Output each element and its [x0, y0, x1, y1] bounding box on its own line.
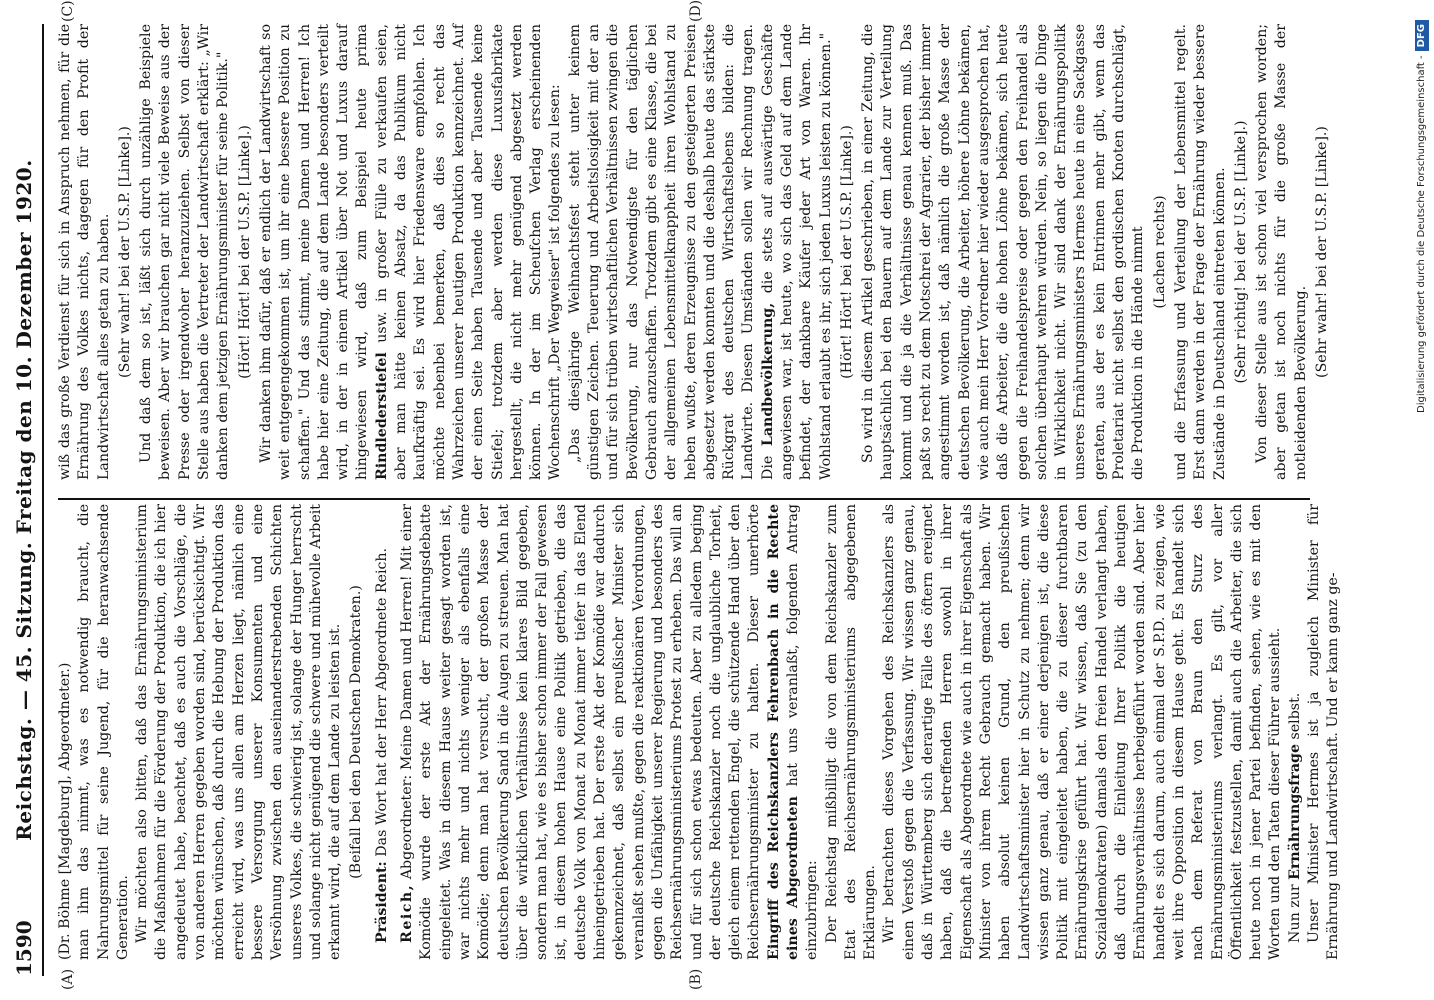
paragraph: und die Erfassung und Verteilung der Lebensmittel regelt. Erst dann werden in der Frage der Ernährung wieder bessere Zustände in Deutschland eintreten können.: [1172, 24, 1228, 480]
paragraph-text: usw. in großer Fülle zu verkaufen seien, aber man hätte keinen Absatz, da das Publikum nicht kaufkräftig sei. Es wird hier Friedensware empfohlen. Ich möchte nebenbei bemerken, daß dies so recht das Wahrzeichen unserer heutigen Produktion kennzeichnet. Auf der einen Seite haben Tausende und aber Tausende keine Stiefel; trotzdem aber werden diese Luxusfabrikate hergestellt, die nicht mehr genügend abgesetzt werden können. In der im Scheufchen Verlag erscheinenden Wochenschrift „Der Wegweiser" ist folgendes zu lesen:: [373, 24, 564, 480]
speaker-paragraph: [398, 504, 823, 960]
running-head: Reichstag. — 45. Sitzung. Freitag den 10. Dezember 1920.: [12, 159, 36, 841]
emphasis: Eingriff des Reichskanzlers Fehrenbach in die Rechte eines Abgeordneten: [765, 504, 801, 960]
speaker-note: (Dr. Böhme [Magdeburg], Abgeordneter.): [57, 662, 73, 960]
paragraph: Unser Minister Hermes ist ja zugleich Minister für Ernährung und Landwirtschaft. Und er kann ganz ge-: [1306, 504, 1342, 960]
emphasis: Rindlederstiefel: [373, 352, 390, 480]
digitization-note: Digitalisierung gefördert durch die Deutsche Forschungsgemeinschaft -: [1416, 55, 1427, 413]
paragraph: [257, 24, 566, 480]
speaker-name: Reich,: [399, 883, 416, 943]
dfg-logo: DFG: [1415, 20, 1429, 51]
footer-text-row: [1411, 20, 1433, 780]
paragraph: Wir möchten also bitten, daß das Ernährungsministerium die Maßnahmen für die Förderung der Produktion, die ich hier angedeutet habe, beachtet, daß es auch die Vorschläge, die von anderen Herren gegeben worden sind, berücksichtigt. Wir möchten wünschen, daß durch die Hebung der Produktion das erreicht wird, was uns allen am Herzen liegt, nämlich eine bessere Versorgung unserer Konsumenten und eine Versöhnung zwischen den auseinanderstrebenden Schichten unseres Volkes, die schwierig ist, solange der Hunger herrscht und solange nicht genügend die schwere und mühevolle Arbeit erkannt wird, die auf dem Lande zu leisten ist.: [134, 504, 344, 960]
page-header: [6, 24, 46, 976]
interjection: (Sehr wahr! bei der U.S.P. [Linke].): [116, 126, 133, 378]
page-number: 1590: [12, 920, 36, 976]
paragraph-text: selbst.: [1286, 692, 1303, 740]
paragraph-text: hat uns veranlaßt, folgenden Antrag einzubringen:: [784, 504, 821, 960]
column-divider: [58, 498, 1310, 500]
margin-marker-a: (A): [60, 968, 76, 990]
margin-marker-d: (D): [688, 0, 704, 22]
interjection: (Sehr wahr! bei der U.S.P. [Linke].): [1314, 126, 1330, 378]
paragraph: Und daß dem so ist, läßt sich durch unzählige Beispiele beweisen. Aber wir brauchen gar nicht viele Beweise aus der Presse oder irgendwoher heranzuziehen. Selbst von dieser Stelle aus haben die Vertreter der Landwirtschaft erklärt: „Wir danken dem jetzigen Ernährungsminister für seine Politik.": [138, 24, 232, 480]
paragraph: man ihm das nimmt, was es notwendig braucht, die Nahrungsmittel für seine Jugend, für die heranwachsende Generation.: [76, 504, 131, 960]
emphasis: Ernährungsfrage: [1286, 744, 1303, 880]
paragraph-text: Abgeordneter: Meine Damen und Herren! Mit einer Komödie wurde der erste Akt der Ernährungsdebatte eingeleitet. Was in diesem Hause weiter gesagt worden ist, war nichts mehr und nichts weniger als ebenfalls eine Komödie; denn man hat versucht, der großen Masse der deutschen Bevölkerung Sand in die Augen zu streuen. Man hat über die wirklichen Verhältnisse kein klares Bild gegeben, sondern man hat, wie es bisher schon immer der Fall gewesen ist, in diesem hohen Hause eine Politik getrieben, die das deutsche Volk von Monat zu Monat immer tiefer in das Elend hineingetrieben hat. Der erste Akt der Komödie war dadurch gekennzeichnet, daß selbst ein preußischer Minister sich veranlaßt sehen mußte, gegen die reaktionären Verordnungen, gegen die Unfähigkeit unserer Regierung und besonders des Reichsernährungsministeriums Protest zu erheben. Das will an und für sich schon etwas bedeuten. Aber zu alledem beging der deutsche Reichskanzler noch die unglaubliche Torheit, gleich einem rettenden Engel, die schützende Hand über den Reichsernährungsminister zu halten. Dieser unerhörte: [399, 504, 763, 960]
paragraph-text: Wir danken ihm dafür, daß er endlich der Landwirtschaft so weit entgegengekommen ist, um ihr eine bessere Position zu schaffen." Und das stimmt, meine Damen und Herren! Ich habe hier eine Zeitung, die auf dem Lande besonders verteilt wird, in der in einem Artikel über Not und Luxus darauf hingewiesen wird, daß zum Beispiel heute prima: [257, 24, 371, 480]
paragraph: Von dieser Stelle aus ist schon viel versprochen worden; aber getan ist noch nichts für die große Masse der notleidenden Bevölkerung.: [1254, 24, 1309, 480]
digitization-footer: [1409, 20, 1431, 780]
margin-marker-c: (C): [60, 0, 76, 22]
paragraph: wiß das große Verdienst für sich in Anspruch nehmen, für die Ernährung des Volkes nichts, dagegen für den Profit der Landwirtschaft alles getan zu haben.: [57, 24, 112, 480]
header-rule: [42, 24, 44, 976]
paragraph: Wir betrachten dieses Vorgehen des Reichskanzlers als einen Verstoß gegen die Verfassung. Wir wissen ganz genau, daß in Württemberg sich derartige Fälle des öftern ereignet haben, daß die betreffenden Herren sowohl in ihrer Eigenschaft als Abgeordnete wie auch in ihrer Eigenschaft als Minister von ihrem Recht Gebrauch gemacht haben. Wir haben absolut keinen Grund, den preußischen Landwirtschaftsminister hier in Schutz zu nehmen; denn wir wissen ganz genau, daß er einer derjenigen ist, die diese Politik mit eingeleitet haben, die zu dieser furchtbaren Ernährungskrise geführt hat. Wir wissen, daß Sie (zu den Sozialdemokraten) damals den freien Handel verlangt haben, daß durch die Einleitung Ihrer Politik die heutigen Ernährungsverhältnisse herbeigeführt worden sind. Aber hier handelt es sich darum, auch einmal der S.P.D. zu zeigen, wie weit ihre Opposition in diesem Hause geht. Es handelt sich nach dem Referat von Braun den Sturz des Ernährungsministeriums verlangt. Es gilt, vor aller Öffentlichkeit festzustellen, damit auch die Arbeiter, die sich heute noch in jener Partei befinden, sehen, wie es mit den Worten und den Taten dieser Führer aussieht.: [881, 504, 1284, 960]
paragraph-text: Nun zur: [1286, 884, 1303, 943]
quotation-text: die stets auf auswärtige Geschäfte angewiesen war, ist heute, wo sich das Geld auf dem Lande befindet, der dankbare Käufer jeder Art von Waren. Ihr Wohlstand erlaubt es ihr, sich jeden Luxus leisten zu können.": [759, 23, 834, 480]
interjection: (Hört! Hört! bei der U.S.P. [Linke].): [236, 125, 253, 379]
motion-text: Der Reichstag mißbilligt die von dem Reichskanzler zum Etat des Reichsernährungsministeriums abgegebenen Erklärungen.: [823, 504, 879, 960]
quotation: [566, 24, 836, 480]
paragraph: So wird in diesem Artikel geschrieben, in einer Zeitung, die hauptsächlich bei den Bauern auf dem Lande zur Verteilung kommt und die ja die Verhältnisse genau kennen muß. Das paßt so recht zu dem Notschrei der Agrarier, der bisher immer angestimmt worden ist, daß nämlich die große Masse der deutschen Bevölkerung, die Arbeiter, höhere Löhne bekämen, wie auch mein Herr Vorredner hier wieder ausgesprochen hat, daß die Arbeiter, die die hohen Löhne bekämen, sich heute gegen die Freihandelspreise oder gegen den Freihandel als solchen überhaupt wehren würden. Nein, so liegen die Dinge in Wirklichkeit nicht. Wir sind dank der Ernährungspolitik unseres Ernährungsministers Hermes heute in eine Sackgasse geraten, aus der es kein Entrinnen mehr gibt, wenn das Proletariat nicht selbst den gordischen Knoten durchschlägt, die Produktion in die Hände nimmt: [860, 24, 1147, 480]
interjection: (Lachen rechts): [1151, 195, 1168, 309]
interjection: (Sehr richtig! bei der U.S.P. [Linke].): [1232, 120, 1249, 384]
quotation-text: „Das diesjährige Weihnachtsfest steht unter keinem günstigen Zeichen. Teuerung und Arbeitslosigkeit mit der an und für sich trüben wirtschaftlichen Verhältnissen zwingen die Bevölkerung, nur das Notwendigste für den täglichen Gebrauch anzuschaffen. Trotzdem gibt es eine Klasse, die bei der allgemeinen Lebensmittelknappheit ihren Wohlstand zu heben wußte, deren Erzeugnisse zu den gesteigerten Preisen abgesetzt werden konnten und die deshalb heute das stärkste Rückgrat des deutschen Wirtschaftslebens bilden: die Landwirte. Diesen Umständen sollen wir Rechnung tragen. Die: [566, 24, 776, 480]
paragraph: [1286, 504, 1305, 960]
left-column: [56, 504, 1342, 960]
emphasis: Landbevölkerung,: [759, 302, 776, 447]
interjection: (Beifall bei den Deutschen Demokraten.): [348, 585, 365, 879]
speaker-paragraph: [373, 504, 392, 960]
right-column: [56, 23, 1330, 480]
interjection: (Hört! Hört! bei der U.S.P. [Linke].): [838, 125, 855, 379]
speaker-name: Präsident:: [373, 861, 390, 943]
margin-marker-b: (B): [688, 968, 704, 990]
paragraph-text: Das Wort hat der Herr Abgeordnete Reich.: [373, 547, 390, 857]
